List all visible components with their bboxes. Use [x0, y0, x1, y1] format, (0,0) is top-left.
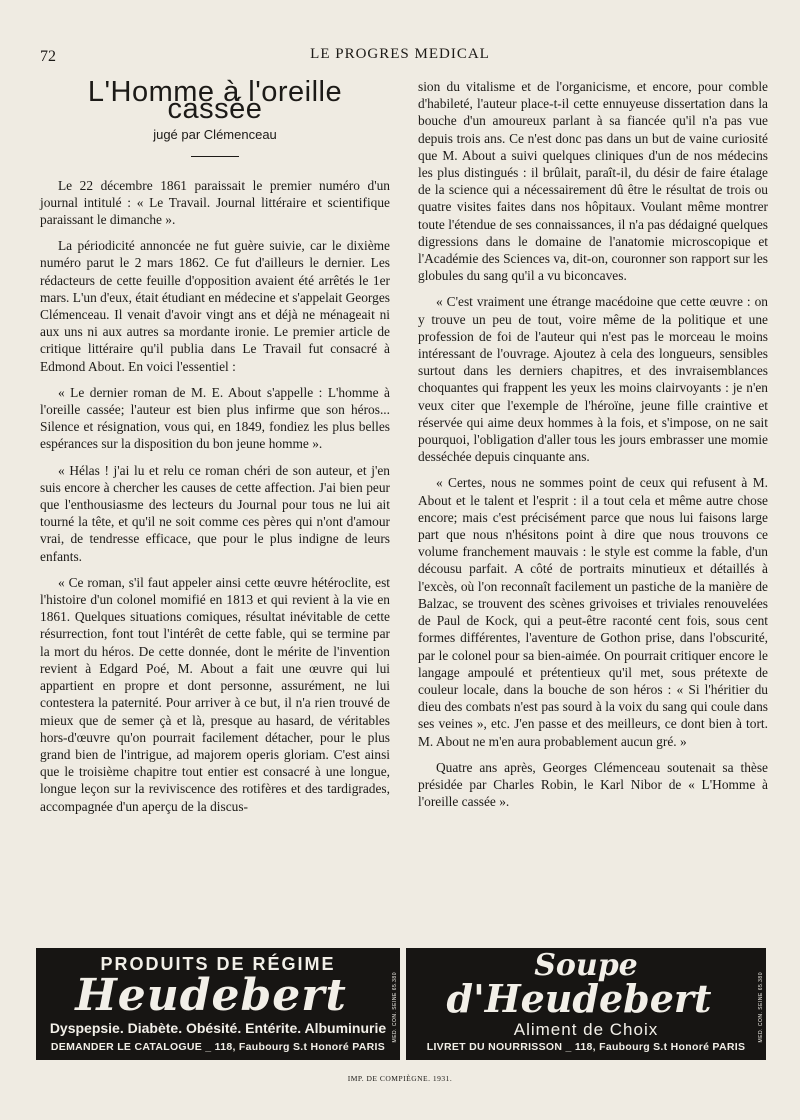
ad-brand-logo: d'Heudebert — [446, 976, 712, 1021]
paragraph: « Hélas ! j'ai lu et relu ce roman chéri de son auteur, et j'en suis encore à chercher les causes de cette affection. J'ai bien peur que l'enthousiasme des lecteurs du Journal pour tous ne lui ait tourné la tête, et qu'il ne soit comme ces pères qui n'ont d'amour vrai, de tendresse efficace, que pour le plus indigne de leurs enfants. — [40, 462, 390, 564]
running-head: LE PROGRES MEDICAL — [310, 46, 490, 62]
ad-heading: PRODUITS DE RÉGIME — [100, 954, 336, 974]
ad-tagline: Dyspepsie. Diabète. Obésité. Entérite. Albuminurie — [49, 1020, 387, 1036]
paragraph: Le 22 décembre 1861 paraissait le premier numéro d'un journal intitulé : « Le Travail. Journal littéraire et scientifique paraissant le dimanche ». — [40, 177, 390, 228]
paragraph: « Certes, nous ne sommes point de ceux qui refusent à M. About et le talent et l'esprit : il a tout cela et même autre chose encore; mais c'est précisément parce que nous lui faisons large part que nous n'hésitons point à dire que nous trouvons ce volume franchement mauvais : le style est comme la fable, d'un décousu parfait. A côté de portraits minutieux et détaillés à l'excès, où l'on reconnaît facilement un pastiche de la manière de Balzac, se trouvent des scènes grivoises et triviales renouvelées de Paul de Kock, qui a peut-être raconté cent fois, sous cent formes différentes, l'aventure de Gothon prise, dans l'obscurité, par le colonel pour sa bien-aimée. On pourrait critiquer encore le langage ampoulé et prétentieux qu'il met, sous prétexte de couleur locale, dans la bouche de son héros : « Si l'héritier du dieu des combats n'est pas sourd à la voix du sang qui coule dans ses veines », etc. J'en passe et des meilleurs, ce dont bien à tort. M. About ne m'en aura probablement aucun gré. » — [418, 475, 768, 749]
ad-script-heading: Soupe — [534, 948, 638, 983]
page-number: 72 — [40, 48, 56, 65]
article-title: L'Homme à l'oreille cassée — [87, 76, 343, 126]
right-column — [418, 78, 768, 819]
article-subtitle: jugé par Clémenceau — [153, 127, 277, 143]
paragraph: « C'est vraiment une étrange macédoine que cette œuvre : on y trouve un peu de tout, voire même de la politique et une profession de foi de l'auteur qui n'est pas le morceau le moins intéressant de l'ouvrage. Ajoutez à cela des longueurs, sensibles surtout dans les derniers chapitres, et des invraisemblances choquantes qui frappent les yeux les moins clairvoyants : je n'en veux citer que l'exemple de l'héroïne, jeune fille craintive et réservée qui aime deux hommes à la fois, et s'impose, on ne sait pourquoi, l'obligation d'aller tous les jours embrasser une momie desséchée depuis cinquante ans. — [418, 294, 768, 465]
paragraph: La périodicité annoncée ne fut guère suivie, car le dixième numéro parut le 2 mars 1862. Ce fut d'ailleurs le dernier. Les rédacteurs de cette feuille d'opposition avaient été arrêtés le 1er mars. L'un d'eux, était étudiant en médecine et s'appelait Georges Clémenceau. Il venait d'avoir vingt ans et déjà ne ménageait ni aux uns ni aux autres sa mordante ironie. Le premier article de critique littéraire qu'il publia dans Le Travail fut consacré à Edmond About. En voici l'essentiel : — [40, 238, 390, 374]
ad-tagline: Aliment de Choix — [513, 1020, 659, 1039]
paragraph: « Le dernier roman de M. E. About s'appelle : L'homme à l'oreille cassée; l'auteur est bien plus infirme que son héros... Silence et résignation, vous qui, en 1849, fondiez les plus belles espérances sur la disposition du bon jeune homme ». — [40, 384, 390, 452]
left-column — [40, 78, 390, 824]
title-divider — [191, 156, 239, 157]
printer-imprint: IMP. DE COMPIÈGNE. 1931. — [347, 1074, 453, 1083]
paragraph: « Ce roman, s'il faut appeler ainsi cette œuvre hétéroclite, est l'histoire d'un colonel momifié en 1813 et qui revient à la vie en 1861. Quelques situations comiques, résultat inévitable de cette résurrection, font tout l'intérêt de cette fable, qui se termine par la mort du héros. De cette donnée, dont le mérite de l'invention revient à Edgard Poé, M. About a fait une œuvre qui lui appartient en propre et dont personne, assurément, ne lui contestera la paternité. Pour arriver à ce but, il n'a rien trouvé de mieux que de semer çà et là, presque au hasard, de véritables hors-d'œuvre qu'on pourrait facilement détacher, pour le plus grand bien de l'intrigue, ad majorem operis gloriam. C'est ainsi que le troisième chapitre tout entier est consacré à une longue, longue leçon sur la reviviscence des rotifères et des tardigrades, accompagnée d'un aperçu de la discus- — [40, 574, 390, 814]
paragraph: sion du vitalisme et de l'organicisme, et encore, pour comble d'habileté, l'auteur place-t-il cette ennuyeuse dissertation dans la bouche d'un amoureux parlant à sa fiancée qu'il n'a pas vue depuis trois ans. Ce n'est donc pas dans un but de vaine curiosité que M. About a suivi quelques cliniques d'un de nos médecins les plus distingués : il brûlait, paraît-il, du désir de faire étalage de la science qui a nécessairement dû être le résultat de trois ou quatre visites faites dans nos hôpitaux. Voulant même montrer toute l'étendue de ses connaissances, il n'a pas dédaigné quelques digressions dans le domaine de l'anatomie microscopique et l'Académie des Sciences va, dit-on, couronner son rapport sur les globules du sang qu'il a vu biconcaves. — [418, 79, 768, 284]
ad-brand-logo: Heudebert — [75, 970, 347, 1021]
heudebert-ad-left — [36, 948, 400, 1060]
heudebert-ad-right — [406, 948, 766, 1060]
paragraph: Quatre ans après, Georges Clémenceau soutenait sa thèse présidée par Charles Robin, le Karl Nibor de « L'Homme à l'oreille cassée ». — [418, 759, 768, 810]
ad-side-text: MED. CON. SEINE 65.380 — [392, 972, 398, 1043]
ad-footer: DEMANDER LE CATALOGUE _ 118, Faubourg S.t Honoré PARIS — [50, 1041, 386, 1053]
ad-footer: LIVRET DU NOURRISSON _ 118, Faubourg S.t Honoré PARIS — [426, 1041, 746, 1053]
ad-side-text: MED. CON. SEINE 65.380 — [758, 972, 764, 1043]
